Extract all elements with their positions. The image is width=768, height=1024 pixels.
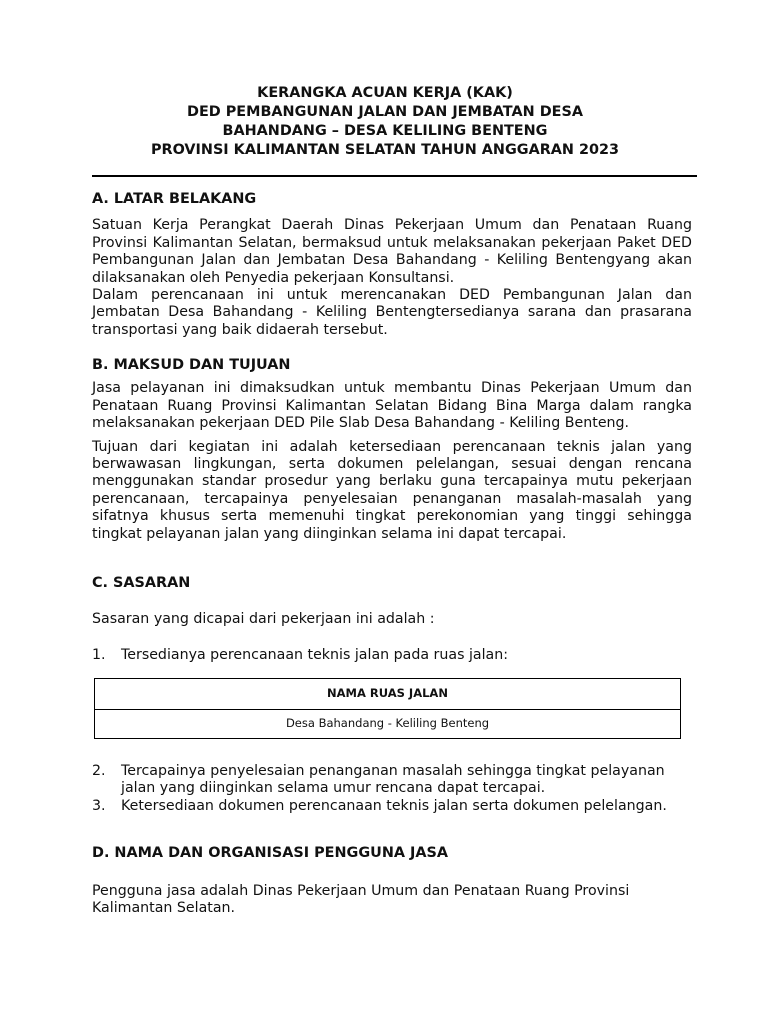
- title-line-2: DED PEMBANGUNAN JALAN DAN JEMBATAN DESA: [187, 104, 583, 120]
- list-item: [92, 798, 692, 815]
- list-text: Ketersediaan dokumen perencanaan teknis jalan serta dokumen pelelangan.: [121, 797, 667, 814]
- list-item: [92, 647, 692, 664]
- sasaran-item-1: [92, 647, 692, 664]
- list-item: [92, 763, 692, 798]
- section-a-paragraph-2: Dalam perencanaan ini untuk merencanakan DED Pembangunan Jalan dan Jembatan Desa Bahandang - Keliling Bentengtersedianya sarana dan prasarana transportasi yang baik didaerah tersebut.: [92, 287, 692, 338]
- document-title: [90, 84, 680, 160]
- section-maksud-tujuan: [92, 357, 692, 543]
- table-cell: Desa Bahandang - Keliling Benteng: [95, 710, 681, 739]
- section-a-heading: A. LATAR BELAKANG: [92, 191, 257, 207]
- title-divider: [92, 175, 697, 177]
- ruas-jalan-table: [94, 678, 681, 739]
- table-header-row: [95, 679, 681, 710]
- table-header-cell: NAMA RUAS JALAN: [95, 679, 681, 710]
- title-line-4: PROVINSI KALIMANTAN SELATAN TAHUN ANGGARAN 2023: [150, 142, 620, 158]
- section-sasaran-intro-wrap: [92, 611, 692, 628]
- table-row: [95, 710, 681, 739]
- section-sasaran-heading-wrap: [92, 575, 692, 592]
- list-number: 3.: [92, 797, 106, 814]
- title-line-3: BAHANDANG – DESA KELILING BENTENG: [222, 123, 548, 139]
- section-c-heading: C. SASARAN: [92, 575, 191, 591]
- section-b-paragraph-2: Tujuan dari kegiatan ini adalah ketersediaan perencanaan teknis jalan yang berwawasan lingkungan, serta dokumen pelelangan, sesuai dengan rencana menggunakan standar prosedur yang berlaku guna tercapainya mutu pekerjaan perencanaan, tercapainya penyelesaian penanganan masalah-masalah yang sifatnya khusus serta memenuhi tingkat perekonomian yang tinggi sehingga tingkat pelayanan jalan yang diinginkan selama ini dapat tercapai.: [92, 438, 692, 542]
- section-latar-belakang: [92, 191, 692, 339]
- section-pengguna-jasa-body: [92, 883, 692, 918]
- sasaran-items-2-3: [92, 763, 692, 815]
- section-b-heading: B. MAKSUD DAN TUJUAN: [92, 357, 291, 373]
- list-text: Tersedianya perencanaan teknis jalan pada ruas jalan:: [121, 647, 509, 663]
- section-d-heading: D. NAMA DAN ORGANISASI PENGGUNA JASA: [92, 845, 449, 861]
- list-number: 2.: [92, 763, 106, 779]
- section-a-paragraph-1: Satuan Kerja Perangkat Daerah Dinas Pekerjaan Umum dan Penataan Ruang Provinsi Kalimantan Selatan, bermaksud untuk melaksanakan pekerjaan Paket DED Pembangunan Jalan dan Jembatan Desa Bahandang - Keliling Bentengyang akan dilaksanakan oleh Penyedia pekerjaan Konsultansi.: [92, 217, 692, 286]
- title-line-1: KERANGKA ACUAN KERJA (KAK): [257, 85, 513, 101]
- section-c-intro: Sasaran yang dicapai dari pekerjaan ini adalah :: [92, 611, 435, 627]
- section-d-paragraph-1: Pengguna jasa adalah Dinas Pekerjaan Umum dan Penataan Ruang Provinsi Kalimantan Selatan.: [92, 883, 630, 917]
- list-text: Tercapainya penyelesaian penanganan masalah sehingga tingkat pelayanan jalan yang diinginkan selama umur rencana dapat tercapai.: [121, 763, 665, 797]
- list-number: 1.: [92, 647, 106, 663]
- section-pengguna-jasa-heading-wrap: [92, 845, 692, 862]
- section-b-paragraph-1: Jasa pelayanan ini dimaksudkan untuk membantu Dinas Pekerjaan Umum dan Penataan Ruang Provinsi Kalimantan Selatan Bidang Bina Marga dalam rangka melaksanakan pekerjaan DED Pile Slab Desa Bahandang - Keliling Benteng.: [92, 380, 692, 432]
